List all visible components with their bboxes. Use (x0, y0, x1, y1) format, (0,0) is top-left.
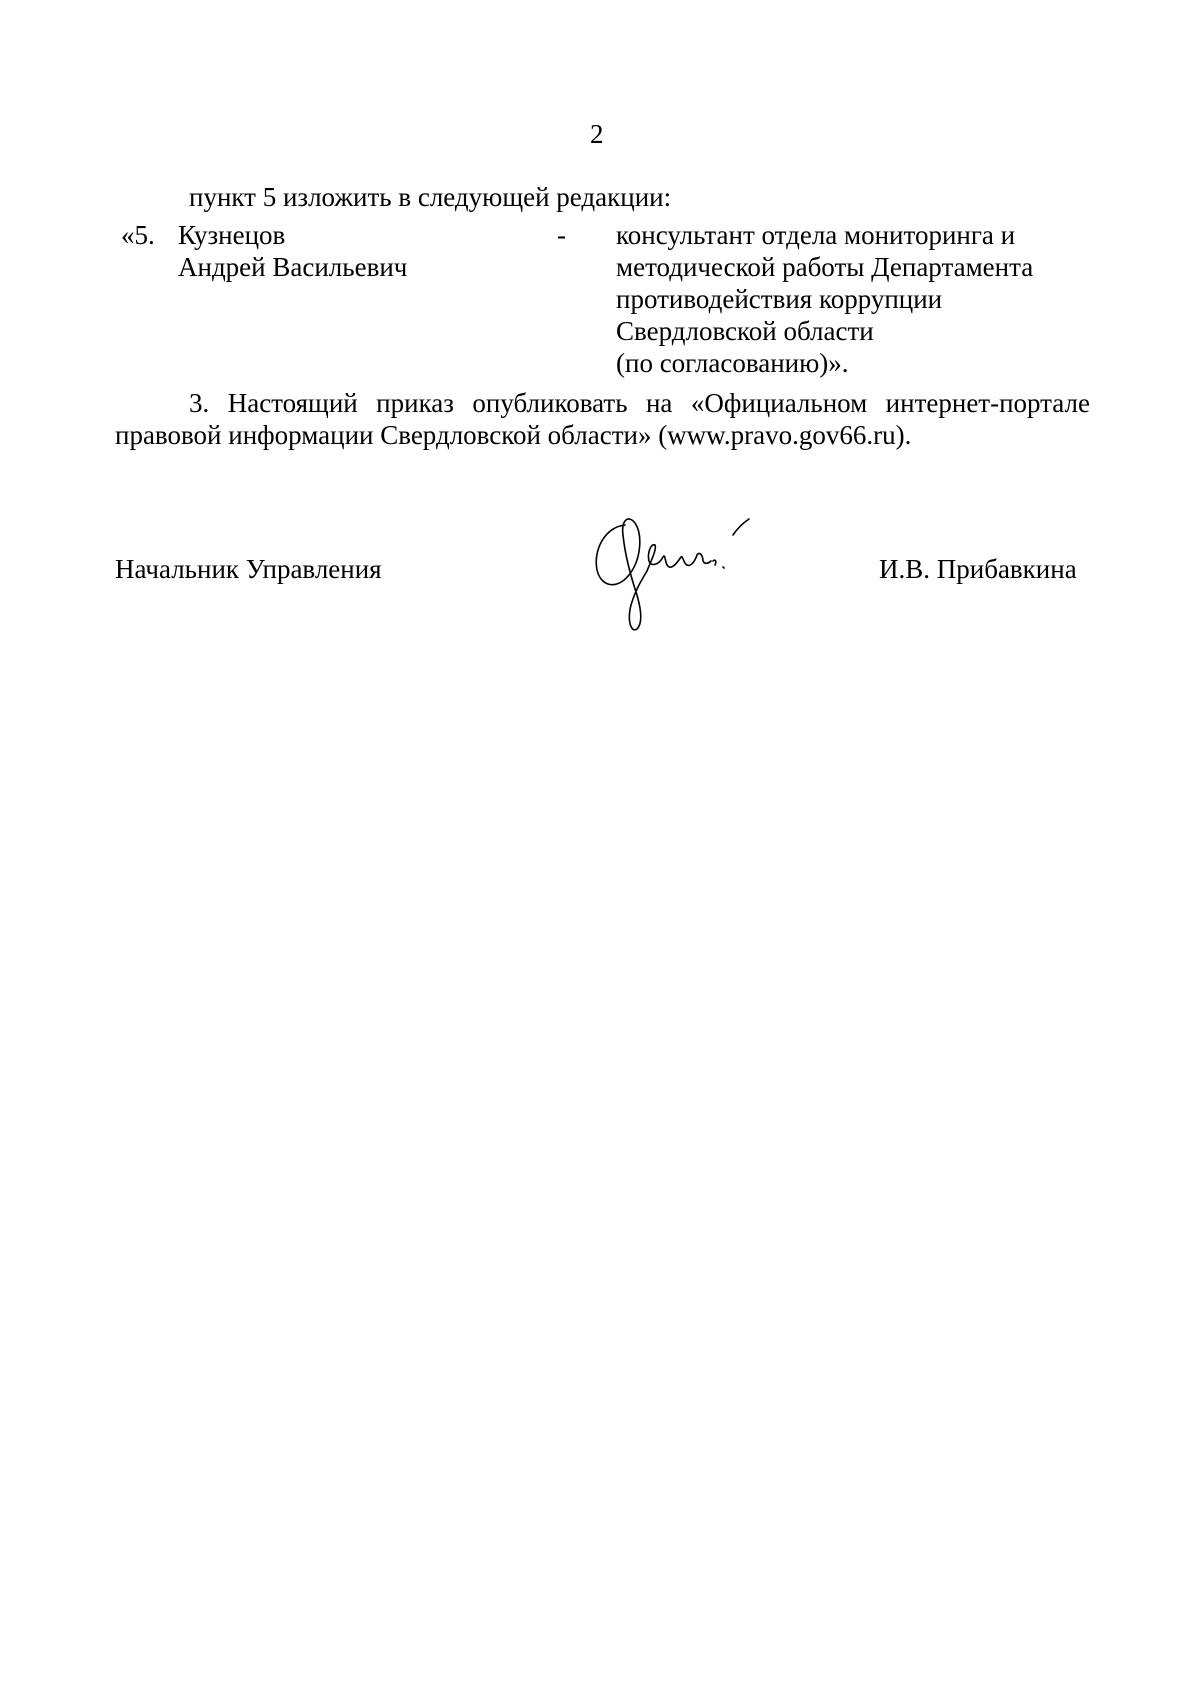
signer-title: Начальник Управления (115, 554, 382, 584)
member-position-line: (по согласованию)». (616, 348, 849, 378)
member-dash: - (557, 220, 566, 250)
signer-name: И.В. Прибавкина (879, 554, 1077, 584)
member-position-line: методической работы Департамента (616, 252, 1034, 282)
member-position-line: консультант отдела мониторинга и (616, 220, 1016, 250)
member-position (616, 219, 1033, 379)
handwritten-signature (585, 505, 785, 635)
member-position-line: противодействия коррупции (616, 284, 943, 314)
member-position-line: Свердловской области (616, 316, 874, 346)
member-surname: Кузнецов (178, 220, 286, 250)
paragraph-3-line-2: правовой информации Свердловской области» (www.pravo.gov66.ru). (115, 420, 912, 450)
member-number: «5. (121, 220, 155, 250)
member-name-patronymic: Андрей Васильевич (178, 252, 408, 282)
page-number: 2 (590, 119, 604, 149)
member-entry (0, 219, 1200, 379)
intro-text: пункт 5 изложить в следующей редакции: (189, 182, 672, 212)
paragraph-3-line-1: 3. Настоящий приказ опубликовать на «Официальном интернет-портале (189, 388, 1090, 418)
paragraph-3 (115, 387, 1090, 451)
